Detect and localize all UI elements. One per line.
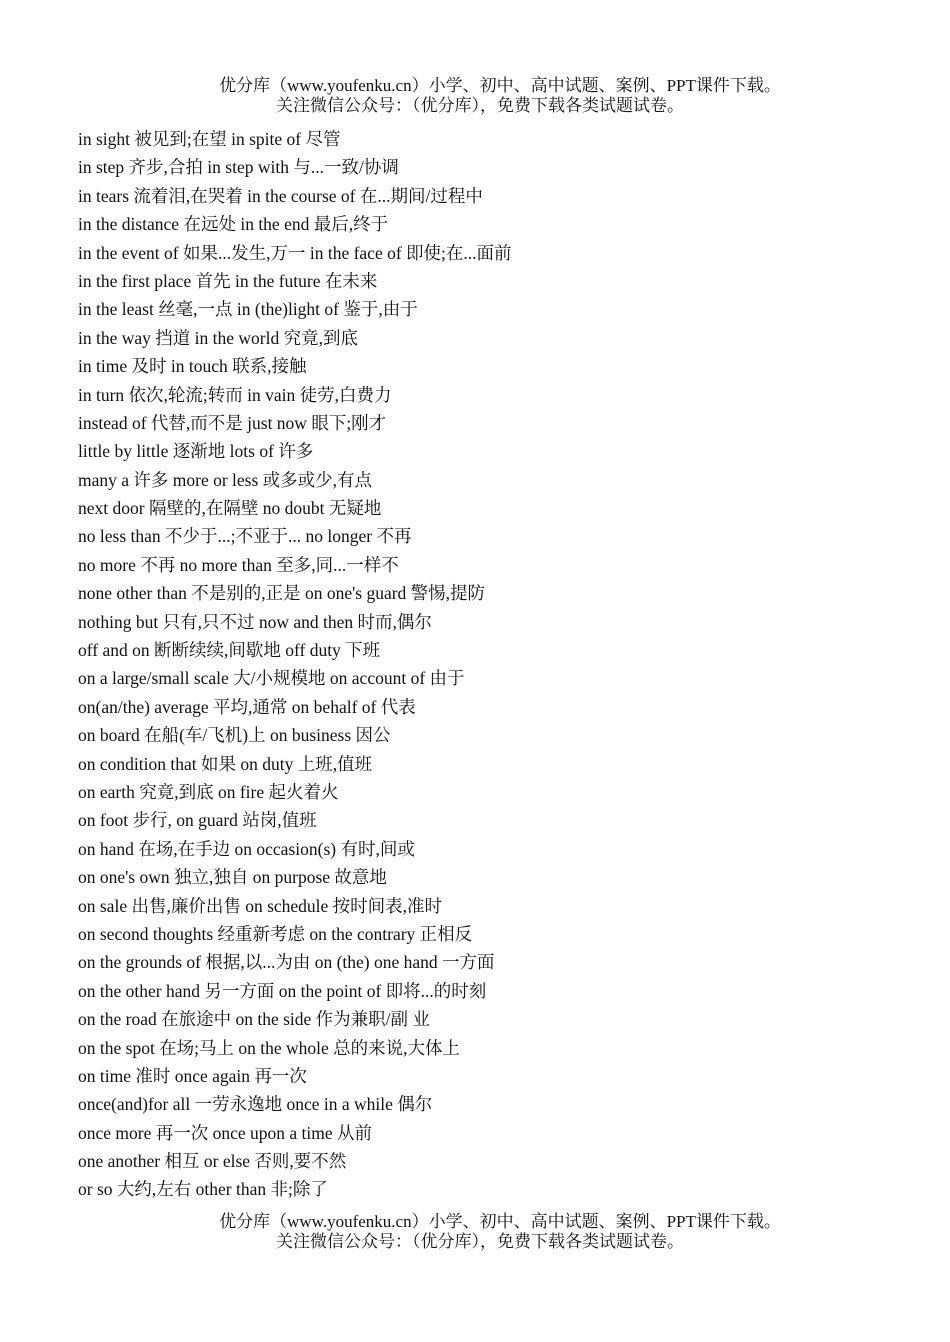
phrase-entry: once(and)for all 一劳永逸地 once in a while 偶尔: [78, 1094, 433, 1115]
phrase-entry: next door 隔壁的,在隔壁 no doubt 无疑地: [78, 498, 382, 519]
phrase-entry: on hand 在场,在手边 on occasion(s) 有时,间或: [78, 838, 415, 859]
header-wechat-line: 关注微信公众号：（优分库），免费下载各类试题试卷。: [276, 96, 684, 115]
page-header: [0, 76, 950, 116]
header-promo-line: 优分库（www.youfenku.cn）小学、初中、高中试题、案例、PPT课件下载。: [219, 76, 781, 95]
footer-promo-line: 优分库（www.youfenku.cn）小学、初中、高中试题、案例、PPT课件下载。: [219, 1212, 781, 1231]
footer-wechat-line: 关注微信公众号：（优分库），免费下载各类试题试卷。: [276, 1232, 684, 1251]
phrase-entry: no less than 不少于...;不亚于... no longer 不再: [78, 526, 412, 547]
phrase-entry: on board 在船(车/飞机)上 on business 因公: [78, 725, 391, 746]
phrase-entry: instead of 代替,而不是 just now 眼下;刚才: [78, 412, 387, 433]
phrase-entry: on time 准时 once again 再一次: [78, 1065, 307, 1086]
phrase-entry: on a large/small scale 大/小规模地 on account of 由于: [78, 668, 465, 689]
phrase-entry: in turn 依次,轮流;转而 in vain 徒劳,白费力: [78, 384, 392, 405]
phrase-entry: on the spot 在场;马上 on the whole 总的来说,大体上: [78, 1037, 461, 1058]
phrase-entry: in the distance 在远处 in the end 最后,终于: [78, 214, 389, 235]
phrase-entry: in the way 挡道 in the world 究竟,到底: [78, 327, 358, 348]
phrase-entry: in the first place 首先 in the future 在未来: [78, 270, 378, 291]
phrase-entry: in sight 被见到;在望 in spite of 尽管: [78, 129, 341, 149]
phrase-entry: on sale 出售,廉价出售 on schedule 按时间表,准时: [78, 895, 443, 916]
phrase-entry: on condition that 如果 on duty 上班,值班: [78, 753, 373, 774]
phrase-entry: no more 不再 no more than 至多,同...一样不: [78, 554, 399, 575]
phrase-entry: on the grounds of 根据,以...为由 on (the) one hand 一方面: [78, 952, 495, 973]
phrase-entry: off and on 断断续续,间歇地 off duty 下班: [78, 640, 381, 661]
phrase-entry: in time 及时 in touch 联系,接触: [78, 356, 307, 377]
phrase-entry: one another 相互 or else 否则,要不然: [78, 1151, 347, 1172]
phrase-entry: on the other hand 另一方面 on the point of 即将...的时刻: [78, 980, 487, 1001]
phrase-entry: none other than 不是别的,正是 on one's guard 警惕,提防: [78, 583, 486, 604]
phrase-entry: little by little 逐渐地 lots of 许多: [78, 441, 314, 462]
phrase-entry: on the road 在旅途中 on the side 作为兼职/副 业: [78, 1009, 430, 1030]
phrase-entry: on one's own 独立,独自 on purpose 故意地: [78, 867, 387, 888]
phrase-entry: many a 许多 more or less 或多或少,有点: [78, 469, 373, 490]
phrase-entry: once more 再一次 once upon a time 从前: [78, 1122, 373, 1143]
phrase-list: [78, 125, 898, 1204]
phrase-entry: or so 大约,左右 other than 非;除了: [78, 1179, 328, 1200]
phrase-entry: in tears 流着泪,在哭着 in the course of 在...期间/过程中: [78, 185, 483, 206]
page-footer: [0, 1212, 950, 1252]
phrase-entry: in step 齐步,合拍 in step with 与...一致/协调: [78, 157, 399, 178]
phrase-entry: on(an/the) average 平均,通常 on behalf of 代表: [78, 696, 416, 717]
phrase-entry: on second thoughts 经重新考虑 on the contrary 正相反: [78, 923, 473, 944]
phrase-entry: in the event of 如果...发生,万一 in the face of 即使;在...面前: [78, 242, 512, 263]
phrase-entry: on earth 究竟,到底 on fire 起火着火: [78, 781, 339, 802]
phrase-entry: nothing but 只有,只不过 now and then 时而,偶尔: [78, 611, 432, 632]
phrase-entry: on foot 步行, on guard 站岗,值班: [78, 810, 317, 831]
phrase-entry: in the least 丝毫,一点 in (the)light of 鉴于,由于: [78, 299, 418, 320]
